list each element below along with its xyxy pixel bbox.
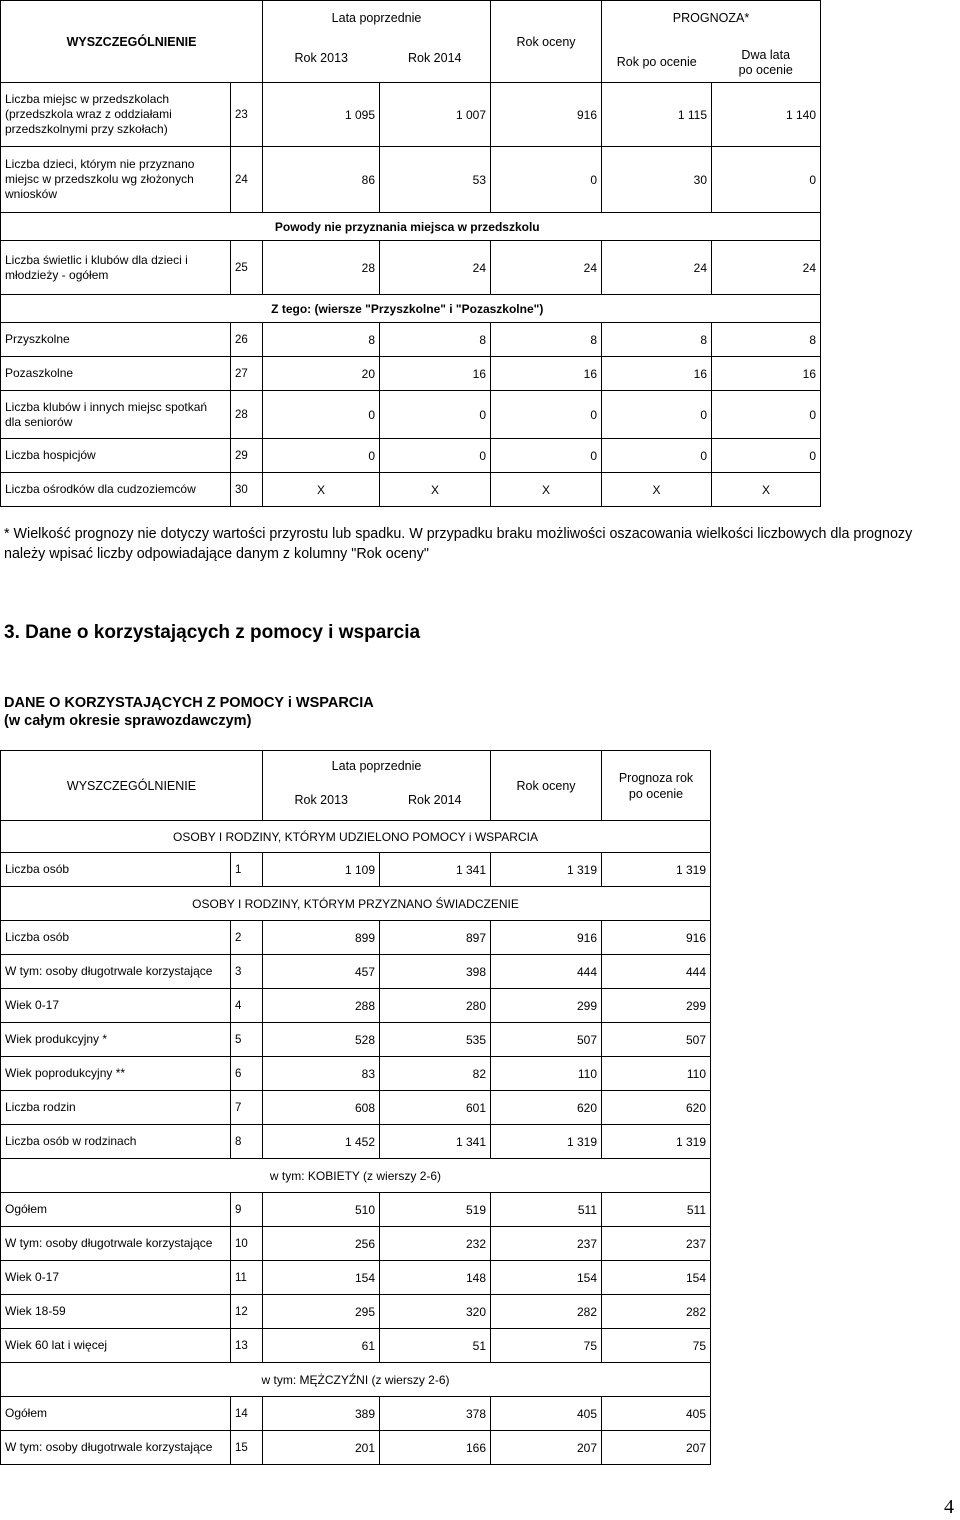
row-label: Wiek 0-17 [1,989,231,1023]
row-label: Liczba miejsc w przedszkolach (przedszkola wraz z oddziałami przedszkolnymi przy szkołach) [1,83,231,147]
header-rok-oceny: Rok oceny [491,751,602,821]
cell-rok-2013: 1 452 [263,1125,380,1159]
table-row [1,1057,711,1091]
cell-rok-oceny: 1 319 [491,853,602,887]
row-number: 12 [231,1295,263,1329]
table-row [1,1295,711,1329]
row-number: 2 [231,921,263,955]
row-number: 8 [231,1125,263,1159]
table-row [1,1193,711,1227]
cell-rok-2014: 82 [380,1057,491,1091]
cell-rok-po-ocenie: 16 [602,357,712,391]
table-row [1,83,821,147]
section-udzielono: OSOBY I RODZINY, KTÓRYM UDZIELONO POMOCY i WSPARCIA [1,821,711,853]
row-label: Liczba osób [1,853,231,887]
cell-rok-2014: 51 [380,1329,491,1363]
cell-rok-2014: 1 007 [380,83,491,147]
cell-prognoza: 405 [602,1397,711,1431]
table-row [1,1023,711,1057]
cell-dwa-lata: 0 [712,147,821,213]
row-number: 9 [231,1193,263,1227]
cell-rok-po-ocenie: 24 [602,241,712,295]
row-number: 28 [231,391,263,439]
row-label: Liczba rodzin [1,1091,231,1125]
cell-rok-2013: 389 [263,1397,380,1431]
cell-rok-2014: 1 341 [380,853,491,887]
cell-prognoza: 75 [602,1329,711,1363]
cell-rok-oceny: 237 [491,1227,602,1261]
cell-rok-oceny: 620 [491,1091,602,1125]
table-row [1,1397,711,1431]
cell-rok-oceny: 24 [491,241,602,295]
cell-rok-oceny: 511 [491,1193,602,1227]
row-label: Wiek 18-59 [1,1295,231,1329]
cell-rok-2013: X [263,473,380,507]
table-row [1,1227,711,1261]
section-kobiety: w tym: KOBIETY (z wierszy 2-6) [1,1159,711,1193]
cell-rok-2014: 519 [380,1193,491,1227]
header-dwa-lata: Dwa lata po ocenie [712,35,821,83]
header-prognoza: PROGNOZA* [602,1,821,35]
header-rok-2014: Rok 2014 [380,781,491,821]
header-lata-poprzednie: Lata poprzednie [263,1,491,35]
row-label: Wiek 60 lat i więcej [1,1329,231,1363]
cell-rok-po-ocenie: 30 [602,147,712,213]
cell-rok-oceny: 16 [491,357,602,391]
cell-rok-oceny: 507 [491,1023,602,1057]
header-wyszczegolnienie: WYSZCZEGÓLNIENIE [1,751,263,821]
row-label: Liczba świetlic i klubów dla dzieci i młodzieży - ogółem [1,241,231,295]
cell-rok-oceny: 299 [491,989,602,1023]
cell-rok-2014: 320 [380,1295,491,1329]
cell-dwa-lata: 0 [712,391,821,439]
cell-rok-oceny: 0 [491,439,602,473]
row-number: 23 [231,83,263,147]
cell-rok-oceny: 405 [491,1397,602,1431]
cell-rok-po-ocenie: 8 [602,323,712,357]
cell-rok-oceny: 207 [491,1431,602,1465]
table-row [1,323,821,357]
cell-rok-2013: 608 [263,1091,380,1125]
cell-prognoza: 620 [602,1091,711,1125]
header-rok-2014: Rok 2014 [380,35,491,83]
row-number: 4 [231,989,263,1023]
cell-rok-2013: 1 109 [263,853,380,887]
cell-prognoza: 207 [602,1431,711,1465]
row-number: 29 [231,439,263,473]
cell-rok-2013: 61 [263,1329,380,1363]
cell-rok-oceny: 110 [491,1057,602,1091]
table-row [1,1329,711,1363]
cell-rok-2014: 378 [380,1397,491,1431]
row-label: Pozaszkolne [1,357,231,391]
row-number: 24 [231,147,263,213]
table-row [1,989,711,1023]
cell-rok-oceny: 1 319 [491,1125,602,1159]
table-row [1,241,821,295]
table-row [1,1261,711,1295]
row-label: W tym: osoby długotrwale korzystające [1,1227,231,1261]
cell-rok-2014: 24 [380,241,491,295]
row-number: 15 [231,1431,263,1465]
cell-rok-2013: 899 [263,921,380,955]
cell-rok-oceny: 0 [491,147,602,213]
cell-dwa-lata: 8 [712,323,821,357]
header-wyszczegolnienie: WYSZCZEGÓLNIENIE [1,1,263,83]
cell-rok-2013: 528 [263,1023,380,1057]
cell-rok-2014: 0 [380,391,491,439]
cell-rok-2014: 8 [380,323,491,357]
table-beneficiaries [0,750,711,1465]
cell-rok-2014: 897 [380,921,491,955]
row-label: Liczba klubów i innych miejsc spotkań dla seniorów [1,391,231,439]
cell-rok-po-ocenie: 0 [602,391,712,439]
row-label: Wiek produkcyjny * [1,1023,231,1057]
row-number: 10 [231,1227,263,1261]
row-number: 5 [231,1023,263,1057]
cell-dwa-lata: 0 [712,439,821,473]
cell-rok-2013: 83 [263,1057,380,1091]
header-rok-2013: Rok 2013 [263,781,380,821]
page-number: 4 [944,1496,954,1518]
cell-prognoza: 299 [602,989,711,1023]
cell-rok-oceny: 8 [491,323,602,357]
footnote: * Wielkość prognozy nie dotyczy wartości przyrostu lub spadku. W przypadku braku możliwości oszacowania wielkości liczbowych dla prognozy należy wpisać liczby odpowiadające danym z kolumny "Rok oceny" [4,526,913,562]
row-number: 7 [231,1091,263,1125]
row-number: 1 [231,853,263,887]
row-label: Ogółem [1,1193,231,1227]
cell-rok-po-ocenie: X [602,473,712,507]
row-label: Liczba hospicjów [1,439,231,473]
cell-rok-2013: 86 [263,147,380,213]
row-label: Wiek 0-17 [1,1261,231,1295]
header-rok-po-ocenie: Rok po ocenie [602,35,712,83]
cell-prognoza: 1 319 [602,853,711,887]
row-number: 26 [231,323,263,357]
cell-rok-2013: 0 [263,439,380,473]
row-label: W tym: osoby długotrwale korzystające [1,1431,231,1465]
section-title: 3. Dane o korzystających z pomocy i wsparcia [4,622,421,643]
row-number: 27 [231,357,263,391]
cell-rok-2014: 148 [380,1261,491,1295]
row-label: Wiek poprodukcyjny ** [1,1057,231,1091]
header-rok-oceny: Rok oceny [491,1,602,83]
cell-rok-2014: 601 [380,1091,491,1125]
cell-rok-oceny: 916 [491,83,602,147]
cell-rok-2014: 1 341 [380,1125,491,1159]
row-number: 13 [231,1329,263,1363]
cell-rok-2013: 510 [263,1193,380,1227]
header-lata-poprzednie: Lata poprzednie [263,751,491,781]
cell-dwa-lata: 16 [712,357,821,391]
row-label: Liczba dzieci, którym nie przyznano miejsc w przedszkolu wg złożonych wniosków [1,147,231,213]
section-przyznano: OSOBY I RODZINY, KTÓRYM PRZYZNANO ŚWIADCZENIE [1,887,711,921]
cell-rok-oceny: X [491,473,602,507]
table-forecast [0,0,821,507]
table-row [1,1125,711,1159]
cell-rok-2014: 166 [380,1431,491,1465]
row-number: 25 [231,241,263,295]
row-number: 30 [231,473,263,507]
table-row [1,473,821,507]
row-label: Ogółem [1,1397,231,1431]
cell-rok-2013: 8 [263,323,380,357]
section-z-tego: Z tego: (wiersze "Przyszkolne" i "Pozaszkolne") [231,295,821,323]
cell-dwa-lata: 24 [712,241,821,295]
cell-prognoza: 282 [602,1295,711,1329]
table-row [1,1091,711,1125]
cell-rok-2013: 28 [263,241,380,295]
cell-rok-2013: 457 [263,955,380,989]
section-mezczyzni: w tym: MĘŻCZYŹNI (z wierszy 2-6) [1,1363,711,1397]
cell-prognoza: 237 [602,1227,711,1261]
cell-prognoza: 511 [602,1193,711,1227]
row-label: Liczba ośrodków dla cudzoziemców [1,473,231,507]
cell-rok-2014: 0 [380,439,491,473]
cell-rok-2013: 154 [263,1261,380,1295]
cell-rok-2014: X [380,473,491,507]
cell-rok-2013: 0 [263,391,380,439]
cell-rok-po-ocenie: 1 115 [602,83,712,147]
table-row [1,955,711,989]
cell-rok-oceny: 154 [491,1261,602,1295]
cell-rok-po-ocenie: 0 [602,439,712,473]
cell-dwa-lata: 1 140 [712,83,821,147]
cell-rok-2013: 256 [263,1227,380,1261]
header-prognoza: Prognoza rok po ocenie [602,751,711,821]
cell-prognoza: 444 [602,955,711,989]
table-row [1,1431,711,1465]
row-number: 3 [231,955,263,989]
table-caption: DANE O KORZYSTAJĄCYCH Z POMOCY i WSPARCIA (w całym okresie sprawozdawczym) [4,695,374,729]
cell-prognoza: 507 [602,1023,711,1057]
cell-rok-2013: 295 [263,1295,380,1329]
row-number: 11 [231,1261,263,1295]
cell-prognoza: 1 319 [602,1125,711,1159]
cell-rok-2014: 53 [380,147,491,213]
cell-rok-2014: 232 [380,1227,491,1261]
row-label: Liczba osób w rodzinach [1,1125,231,1159]
cell-rok-2014: 280 [380,989,491,1023]
table-row [1,357,821,391]
cell-dwa-lata: X [712,473,821,507]
cell-rok-oceny: 444 [491,955,602,989]
cell-rok-oceny: 282 [491,1295,602,1329]
cell-rok-2013: 288 [263,989,380,1023]
table-row [1,921,711,955]
table-row [1,147,821,213]
row-number: 14 [231,1397,263,1431]
table-row [1,391,821,439]
cell-prognoza: 154 [602,1261,711,1295]
cell-rok-oceny: 916 [491,921,602,955]
cell-prognoza: 110 [602,1057,711,1091]
cell-rok-2014: 398 [380,955,491,989]
row-label: Przyszkolne [1,323,231,357]
cell-rok-oceny: 0 [491,391,602,439]
cell-rok-2014: 16 [380,357,491,391]
row-label: W tym: osoby długotrwale korzystające [1,955,231,989]
cell-rok-oceny: 75 [491,1329,602,1363]
header-rok-2013: Rok 2013 [263,35,380,83]
cell-rok-2013: 1 095 [263,83,380,147]
table-row [1,853,711,887]
cell-rok-2014: 535 [380,1023,491,1057]
row-number: 6 [231,1057,263,1091]
cell-prognoza: 916 [602,921,711,955]
cell-rok-2013: 20 [263,357,380,391]
cell-rok-2013: 201 [263,1431,380,1465]
table-row [1,439,821,473]
section-powody: Powody nie przyznania miejsca w przedszkolu [231,213,821,241]
row-label: Liczba osób [1,921,231,955]
